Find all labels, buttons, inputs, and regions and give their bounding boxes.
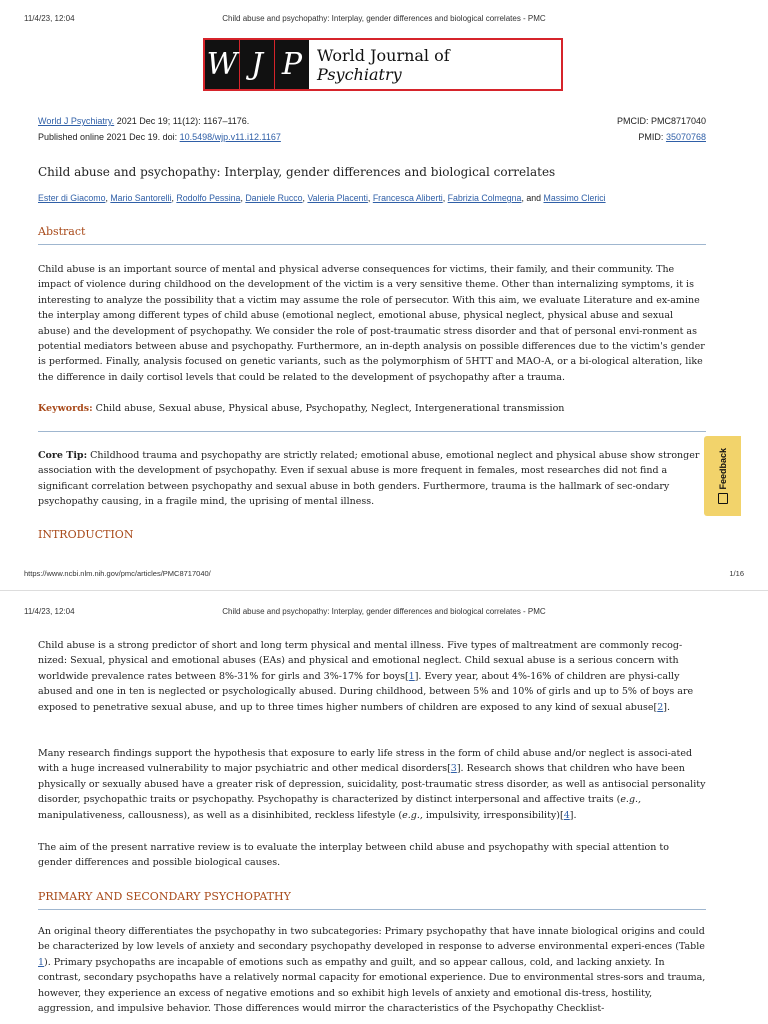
reference-link[interactable]: 2 <box>657 701 664 713</box>
journal-link[interactable]: World J Psychiatry. <box>38 116 115 126</box>
section-heading: PRIMARY AND SECONDARY PSYCHOPATHY <box>38 890 706 910</box>
keywords <box>38 401 706 416</box>
author-list: Ester di Giacomo, Mario Santorelli, Rodolfo Pessina, Daniele Rucco, Valeria Placenti, Francesca Aliberti, Fabrizia Colmegna, and Massimo Clerici <box>38 193 606 203</box>
footer-page: 1/16 <box>729 569 744 578</box>
pmid-label: PMID: <box>638 132 664 142</box>
logo-name-line2: Psychiatry <box>317 64 402 84</box>
author-link[interactable]: Massimo Clerici <box>543 193 606 203</box>
text-run: e.g., <box>620 794 642 806</box>
feedback-label: Feedback <box>717 447 728 490</box>
core-tip-text: Childhood trauma and psychopathy are strictly related; emotional abuse, emotional neglect and physical abuse show stronger association with the development of psychopathy. Even if sexual abuse is more frequent in females, most researches did not find a significant correlation between psychopathy and sexual abuse in both genders. Furthermore, trauma is the hallmark of sec-ondary psychopathy causing, in a fragile mind, the uprising of mental illness. <box>38 450 700 508</box>
author-link[interactable]: Rodolfo Pessina <box>176 193 241 203</box>
keywords-label: Keywords: <box>38 403 93 414</box>
authors-and: , and <box>521 193 542 203</box>
reference-link[interactable]: 1 <box>408 670 415 682</box>
text-run: ]. <box>569 809 577 821</box>
citation-details: 2021 Dec 19; 11(12): 1167–1176. <box>116 116 250 126</box>
journal-logo <box>203 38 563 91</box>
text-run: manipulativeness, callousness), as well as a disinhibited, reckless lifestyle ( <box>38 809 403 821</box>
text-run: An original theory differentiates the psychopathy in two subcategories: Primary psychopathy that have innate biological origins and could be characterized by low levels of anxiety and secondary psychopathy developed in response to adverse environmental experi-ences (Table <box>38 926 705 953</box>
reference-link[interactable]: 4 <box>563 809 570 821</box>
doi-link[interactable]: 10.5498/wjp.v11.i12.1167 <box>179 132 281 142</box>
divider <box>38 431 706 432</box>
pmid-link[interactable]: 35070768 <box>665 132 706 142</box>
abstract-heading: Abstract <box>38 225 706 245</box>
keywords-text: Child abuse, Sexual abuse, Physical abuse, Psychopathy, Neglect, Intergenerational transmission <box>95 403 565 414</box>
published-text: Published online 2021 Dec 19. doi: <box>38 132 178 142</box>
page-break <box>0 590 768 591</box>
logo-letters <box>205 40 309 89</box>
reference-link[interactable]: 3 <box>450 763 457 775</box>
abstract-text: Child abuse is an important source of mental and physical adverse consequences for victims, their family, and their community. The impact of violence during childhood on the development of the victim is a very sensitive theme. Other than internalizing symptoms, it is interesting to analyze the possibility that a victim may assume the role of persecutor. With this aim, we evaluate Literature and ex-amine the interplay among different types of child abuse (emotional neglect, emotional abuse, physical neglect, physical abuse and sexual abuse) and the development of psychopathy. We consider the role of post-traumatic stress disorder and that of personal envi-ronment as potential mediators between abuse and psychopathy. Furthermore, an in-depth analysis on possible differences due to the victim's gender is performed. Finally, analysis focused on genetic variants, such as the polymorphism of 5HTT and MAO-A, or a bi-ological alteration, like the difference in daily cortisol levels that could be related to the development of psychopathy after a trauma. <box>38 264 705 383</box>
print-doc-title: Child abuse and psychopathy: Interplay, gender differences and biological correlates - PMC <box>222 607 546 616</box>
intro-paragraph-2 <box>38 746 706 823</box>
pmid-line <box>638 132 706 142</box>
section-paragraph <box>38 924 706 1016</box>
table-link[interactable]: 1 <box>38 956 45 968</box>
author-link[interactable]: Daniele Rucco <box>245 193 303 203</box>
print-timestamp: 11/4/23, 12:04 <box>24 14 75 23</box>
text-run: Many research findings support the hypothesis that exposure to early life stress in the form of child abuse and/or neglect is associ-ated with a huge increased vulnerability to major psychiatric and other medical disorders[ <box>38 748 693 775</box>
author-link[interactable]: Ester di Giacomo <box>38 193 106 203</box>
author-link[interactable]: Mario Santorelli <box>110 193 172 203</box>
intro-paragraph-1 <box>38 638 706 715</box>
print-timestamp: 11/4/23, 12:04 <box>24 607 75 616</box>
published-line <box>38 132 281 142</box>
author-link[interactable]: Fabrizia Colmegna <box>447 193 522 203</box>
text-run: ). Primary psychopaths are incapable of emotions such as empathy and guilt, and so appear callous, cold, and lacking anxiety. In contrast, secondary psychopaths have a relatively normal capacity for emotional experience. Due to environmental stres-sors and trauma, however, they experience an excess of negative emotions and so exhibit high levels of anxiety and emotional dis-tress, hostility, aggression, and impulsive behavior. Those differences would mirror the characteristics of the Psychopathy Checklist- <box>38 956 706 1015</box>
pmcid: PMCID: PMC8717040 <box>616 116 706 126</box>
text-run: ]. <box>663 701 670 713</box>
logo-letter: P <box>281 47 303 82</box>
logo-name-line1: World Journal of <box>317 45 450 65</box>
footer-url: https://www.ncbi.nlm.nih.gov/pmc/articles/PMC8717040/ <box>24 569 211 578</box>
feedback-button[interactable] <box>704 436 741 516</box>
text-run: ]. Every year, about 4%-16% of children are physi-cally abused and one in ten is neglected or psychologically abused. During childhood, between 5% and 10% of girls and up to 5% of boys are exposed to penetrative sexual abuse, and up to three times higher numbers of children are exposed to any kind of sexual abuse[ <box>38 670 694 713</box>
print-doc-title: Child abuse and psychopathy: Interplay, gender differences and biological correlates - PMC <box>222 14 546 23</box>
text-run: impulsivity, irresponsibility)[ <box>422 809 564 821</box>
text-run: Child abuse is a strong predictor of short and long term physical and mental illness. Five types of maltreatment are commonly recog-nized: Sexual, physical and emotional abuses (EAs) and physical and emotional neglect. Child sexual abuse is a serious concern with worldwide prevalence rates between 8%-31% for girls and 3%-17% for boys[ <box>38 640 683 682</box>
feedback-icon <box>718 493 728 504</box>
text-run: e.g., <box>402 809 423 821</box>
text-run: ]. Research shows that children who have been physically or sexually abused have a greater risk of depression, suicidality, post-traumatic stress disorder, as well as antisocial personality disorder, psychopathic traits or psychopathy. Psychopathy is characterized by distinct interpersonal and affective traits ( <box>38 763 706 806</box>
core-tip <box>38 448 706 510</box>
citation-line <box>38 116 249 126</box>
core-tip-label: Core Tip: <box>38 450 88 461</box>
logo-letter: W <box>205 40 240 89</box>
introduction-heading: INTRODUCTION <box>38 528 134 541</box>
logo-letter: J <box>240 40 275 89</box>
author-link[interactable]: Francesca Aliberti <box>372 193 443 203</box>
author-link[interactable]: Valeria Placenti <box>307 193 368 203</box>
article-title: Child abuse and psychopathy: Interplay, gender differences and biological correlates <box>38 165 556 179</box>
intro-paragraph-3: The aim of the present narrative review is to evaluate the interplay between child abuse and psychopathy with special attention to gender differences and possible biological causes. <box>38 842 669 869</box>
